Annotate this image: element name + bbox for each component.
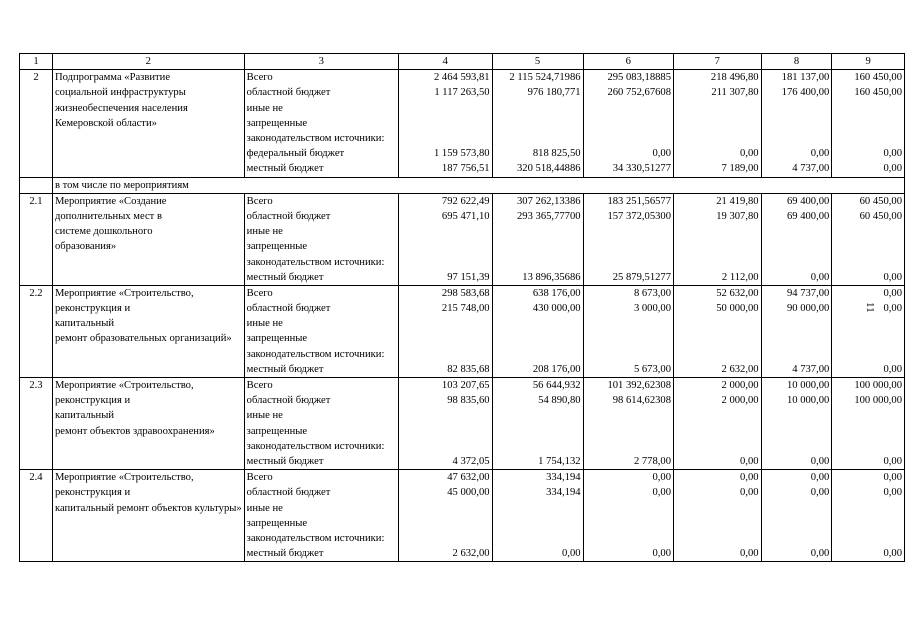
value-cell [492,70,583,177]
section-description [52,378,244,470]
amount: 0,00 [740,487,759,499]
description-line: Мероприятие «Строительство, [54,287,194,299]
amount: 2 632,00 [452,548,490,560]
source-label: законодательством источники: [246,256,385,268]
amount: 97 151,39 [447,271,490,283]
amount: 5 673,00 [633,363,672,375]
header-cell: 1 [20,54,53,70]
amount: 0,00 [740,148,759,160]
amount: 334,194 [546,472,581,484]
value-cell [761,470,832,562]
amount [586,101,671,147]
amount [586,501,671,547]
section-description [52,193,244,285]
value-cell [674,285,762,377]
amount: 69 400,00 [786,210,830,222]
value-cell [398,378,492,470]
amount: 98 835,60 [447,395,490,407]
amount: 211 307,80 [711,87,759,99]
description-line: ремонт объектов здравоохранения» [54,425,215,437]
header-row [20,54,905,70]
amount: 101 392,62308 [607,380,672,392]
section-row [20,193,905,285]
amount: 295 083,18885 [607,72,672,84]
value-cell [492,470,583,562]
source-label: запрещенные [246,517,308,529]
amount: 0,00 [652,487,672,499]
source-label: областной бюджет [246,487,331,499]
description-line: капитальный [54,410,114,422]
amount: 0,00 [810,472,830,484]
description-line: жизнеобеспечения населения [54,102,188,114]
source-label: законодательством источники: [246,440,385,452]
amount: 103 207,65 [441,380,490,392]
amount: 215 748,00 [441,303,490,315]
amount: 0,00 [810,456,830,468]
amount [834,101,902,147]
amount: 0,00 [652,472,672,484]
section-row [20,378,905,470]
amount: 157 372,05300 [607,210,672,222]
amount [834,316,902,362]
source-labels-cell [244,70,398,177]
amount [764,316,830,362]
amount: 4 737,00 [792,363,830,375]
amount: 47 632,00 [447,472,490,484]
header-cell: 8 [761,54,832,70]
value-cell [583,470,673,562]
amount: 82 835,68 [447,363,490,375]
source-labels-cell [244,470,398,562]
description-line: образования» [54,241,117,253]
section-number: 2.4 [20,470,53,562]
amount: 0,00 [883,363,902,375]
amount: 976 180,771 [527,87,581,99]
description-line: дополнительных мест в [54,210,162,222]
amount: 0,00 [883,303,902,315]
section-number: 2.3 [20,378,53,470]
source-label: Всего [246,380,273,392]
value-cell [832,70,905,177]
section-description [52,470,244,562]
amount [586,316,671,362]
value-cell [674,378,762,470]
value-cell [832,285,905,377]
value-cell [674,470,762,562]
value-cell [832,378,905,470]
amount: 4 372,05 [452,456,490,468]
amount: 1 159 573,80 [433,148,490,160]
section-description [52,285,244,377]
source-label: иные не [246,226,283,238]
amount: 0,00 [883,148,902,160]
description-line: Подпрограмма «Развитие [54,72,171,84]
amount: 0,00 [562,548,581,560]
description-line: реконструкция и [54,487,131,499]
amount [586,408,671,454]
source-label: законодательством источники: [246,532,385,544]
amount [834,224,902,270]
amount [764,224,830,270]
amount [401,101,490,147]
source-label: местный бюджет [246,163,324,175]
section-description: в том числе по мероприятиям [52,177,904,193]
amount: 0,00 [740,472,759,484]
section-number: 2 [20,70,53,177]
value-cell [398,70,492,177]
source-label: федеральный бюджет [246,148,345,160]
amount: 2 778,00 [633,456,672,468]
amount: 0,00 [652,548,672,560]
amount: 695 471,10 [441,210,490,222]
amount: 160 450,00 [854,72,902,84]
source-label: местный бюджет [246,363,324,375]
value-cell [832,470,905,562]
value-cell [761,70,832,177]
amount: 90 000,00 [786,303,830,315]
amount: 0,00 [883,487,902,499]
amount: 3 000,00 [633,303,672,315]
description-line: Кемеровской области» [54,117,157,129]
description-line: ремонт образовательных организаций» [54,333,232,345]
amount [401,316,490,362]
amount: 0,00 [883,271,902,283]
amount: 0,00 [883,472,902,484]
amount: 25 879,51277 [612,271,672,283]
amount: 100 000,00 [854,395,902,407]
amount: 98 614,62308 [612,395,672,407]
value-cell [398,470,492,562]
header-cell: 5 [492,54,583,70]
description-line: реконструкция и [54,303,131,315]
table-body [20,54,905,562]
source-labels-cell [244,193,398,285]
value-cell [492,285,583,377]
section-description [52,70,244,177]
amount [495,224,581,270]
amount [586,224,671,270]
amount [495,101,581,147]
source-label: местный бюджет [246,271,324,283]
amount: 7 189,00 [721,163,759,175]
amount: 293 365,77700 [516,210,581,222]
description-line: социальной инфраструктуры [54,87,186,99]
amount: 260 752,67608 [607,87,672,99]
value-cell [492,378,583,470]
amount: 21 419,80 [716,195,759,207]
amount: 430 000,00 [532,303,581,315]
source-label: Всего [246,195,273,207]
source-label: иные не [246,410,283,422]
amount: 298 583,68 [441,287,490,299]
header-cell: 9 [832,54,905,70]
amount [676,101,759,147]
amount: 45 000,00 [447,487,490,499]
source-labels-cell [244,378,398,470]
amount: 34 330,51277 [612,163,672,175]
amount: 0,00 [883,548,902,560]
amount: 0,00 [883,287,902,299]
amount: 183 251,56577 [607,195,672,207]
amount: 218 496,80 [710,72,759,84]
amount: 0,00 [652,148,672,160]
amount [401,408,490,454]
header-cell: 7 [674,54,762,70]
header-cell: 3 [244,54,398,70]
amount: 19 307,80 [716,210,759,222]
amount [676,316,759,362]
description-line: Мероприятие «Строительство, [54,380,194,392]
amount: 638 176,00 [532,287,581,299]
source-label: запрещенные [246,333,308,345]
amount [676,501,759,547]
amount [834,408,902,454]
amount: 0,00 [883,163,902,175]
header-cell: 2 [52,54,244,70]
source-label: иные не [246,318,283,330]
amount: 320 518,44886 [516,163,581,175]
section-number: 2.1 [20,193,53,285]
description-line: капитальный [54,318,114,330]
section-row [20,285,905,377]
amount: 2 464 593,81 [433,72,490,84]
amount: 69 400,00 [786,195,830,207]
amount: 1 117 263,50 [434,87,490,99]
source-label: областной бюджет [246,395,331,407]
section-row [20,470,905,562]
value-cell [583,378,673,470]
amount: 2 632,00 [721,363,759,375]
source-label: запрещенные [246,241,308,253]
amount: 54 890,80 [538,395,581,407]
source-label: запрещенные [246,117,308,129]
amount: 52 632,00 [716,287,759,299]
amount: 2 000,00 [721,395,759,407]
amount: 8 673,00 [633,287,672,299]
source-label: законодательством источники: [246,132,385,144]
value-cell [761,193,832,285]
amount [764,501,830,547]
value-cell [761,285,832,377]
amount [676,408,759,454]
amount: 307 262,13386 [516,195,581,207]
header-cell: 4 [398,54,492,70]
amount [495,501,581,547]
amount [495,408,581,454]
amount [495,316,581,362]
source-label: законодательством источники: [246,348,385,360]
value-cell [398,193,492,285]
amount: 13 896,35686 [522,271,581,283]
source-label: областной бюджет [246,303,331,315]
section-number [20,177,53,193]
source-labels-cell [244,285,398,377]
amount: 1 754,132 [538,456,581,468]
amount: 0,00 [883,456,902,468]
amount: 2 115 524,71986 [509,72,581,84]
value-cell [492,193,583,285]
amount: 60 450,00 [859,195,902,207]
amount: 56 644,932 [532,380,581,392]
amount: 208 176,00 [532,363,581,375]
amount [834,501,902,547]
amount: 10 000,00 [786,395,830,407]
amount: 0,00 [810,148,830,160]
source-label: Всего [246,472,273,484]
amount: 100 000,00 [854,380,902,392]
budget-table [19,53,905,562]
description-line: системе дошкольного [54,226,153,238]
value-cell [674,70,762,177]
amount: 0,00 [810,548,830,560]
amount: 181 137,00 [781,72,830,84]
source-label: областной бюджет [246,210,331,222]
amount: 10 000,00 [786,380,830,392]
source-label: запрещенные [246,425,308,437]
source-label: областной бюджет [246,87,331,99]
value-cell [674,193,762,285]
source-label: иные не [246,102,283,114]
description-line: Мероприятие «Строительство, [54,472,194,484]
amount: 176 400,00 [781,87,830,99]
amount: 94 737,00 [786,287,830,299]
page-mark: 11 [864,302,876,313]
amount: 187 756,51 [441,163,490,175]
amount [676,224,759,270]
description-line: реконструкция и [54,395,131,407]
amount: 2 112,00 [721,271,759,283]
amount: 2 000,00 [721,380,759,392]
amount: 60 450,00 [859,210,902,222]
description-line: Мероприятие «Создание [54,195,167,207]
amount [401,224,490,270]
section-number: 2.2 [20,285,53,377]
amount: 818 825,50 [532,148,581,160]
amount: 0,00 [810,271,830,283]
value-cell [761,378,832,470]
header-cell: 6 [583,54,673,70]
amount: 334,194 [546,487,581,499]
value-cell [583,285,673,377]
source-label: Всего [246,287,273,299]
amount: 0,00 [740,548,759,560]
source-label: местный бюджет [246,456,324,467]
amount: 0,00 [810,487,830,499]
amount [401,501,490,547]
source-label: Всего [246,72,273,84]
value-cell [832,193,905,285]
value-cell [583,193,673,285]
description-line: капитальный ремонт объектов культуры» [54,502,242,514]
value-cell [583,70,673,177]
amount [764,101,830,147]
value-cell [398,285,492,377]
section-row [20,177,905,193]
amount: 4 737,00 [792,163,830,175]
amount: 792 622,49 [441,195,490,207]
amount [764,408,830,454]
amount: 0,00 [740,456,759,468]
amount: 160 450,00 [854,87,902,99]
amount: 50 000,00 [716,303,759,315]
source-label: иные не [246,502,283,514]
source-label: местный бюджет [246,548,324,560]
section-row [20,70,905,177]
